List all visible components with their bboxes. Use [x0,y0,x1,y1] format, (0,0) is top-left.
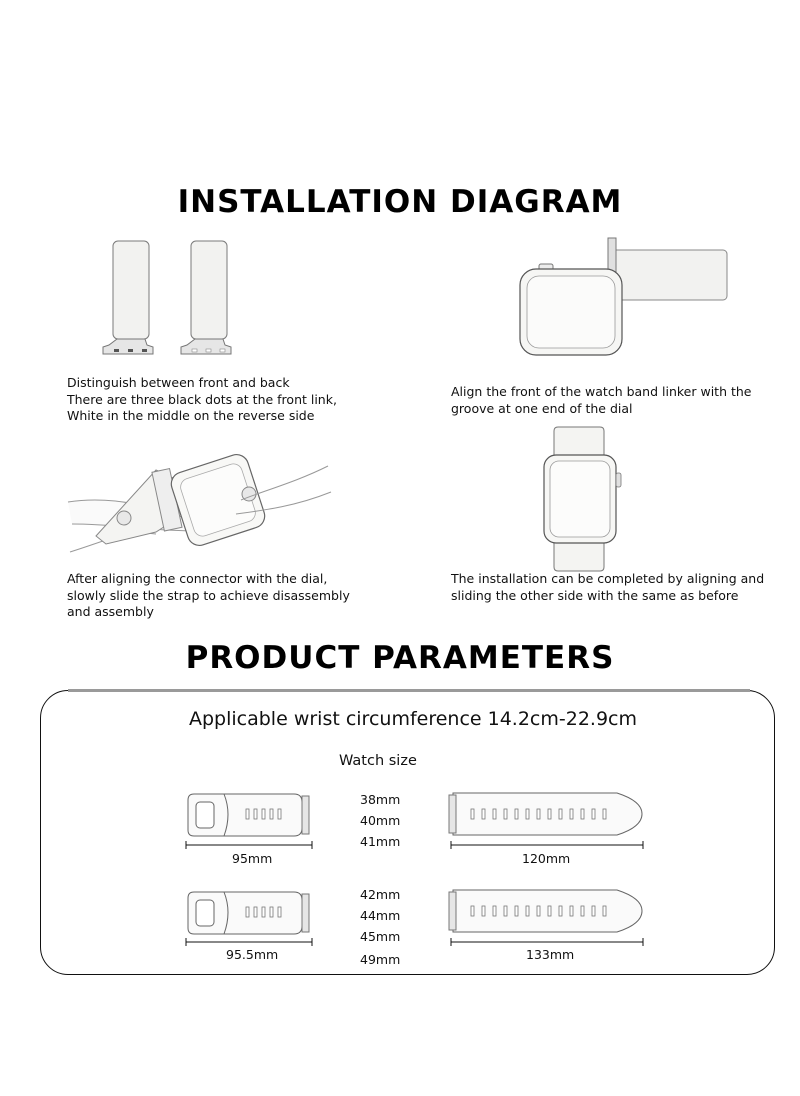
long-strap-large-drawing [447,886,647,950]
short-strap-large-drawing [184,890,319,954]
size-40: 40mm [360,813,401,828]
short-strap-small-length: 95mm [232,851,273,866]
long-strap-small-drawing [447,789,647,853]
long-strap-small-length: 120mm [522,851,571,866]
panel-divider [68,689,750,692]
watch-size-label: Watch size [339,753,417,769]
parameters-panel [40,690,775,975]
size-44: 44mm [360,908,401,923]
step3-caption: After aligning the connector with the dial, slowly slide the strap to achieve disassembly and assembly [67,571,350,619]
align-strap-dial-illustration [512,236,737,360]
size-45: 45mm [360,929,401,944]
wrist-circumference: Applicable wrist circumference 14.2cm-22.9cm [188,708,638,730]
size-38: 38mm [360,792,401,807]
step2-caption: Align the front of the watch band linker with the groove at one end of the dial [451,384,752,416]
step4-caption: The installation can be completed by aligning and sliding the other side with the same as before [451,571,765,603]
slide-strap-hands-illustration [66,452,338,564]
short-strap-small-drawing [184,792,319,856]
step1-caption: Distinguish between front and back There are three black dots at the front link, White in the middle on the reverse side [67,375,337,423]
parameters-title: PRODUCT PARAMETERS [185,640,615,676]
short-strap-large-length: 95.5mm [226,947,279,962]
long-strap-large-length: 133mm [526,947,575,962]
strap-front-back-illustration [95,238,245,360]
size-49: 49mm [360,952,401,967]
size-41: 41mm [360,834,401,849]
completed-watch-illustration [538,425,628,575]
installation-title: INSTALLATION DIAGRAM [177,184,623,220]
size-42: 42mm [360,887,401,902]
